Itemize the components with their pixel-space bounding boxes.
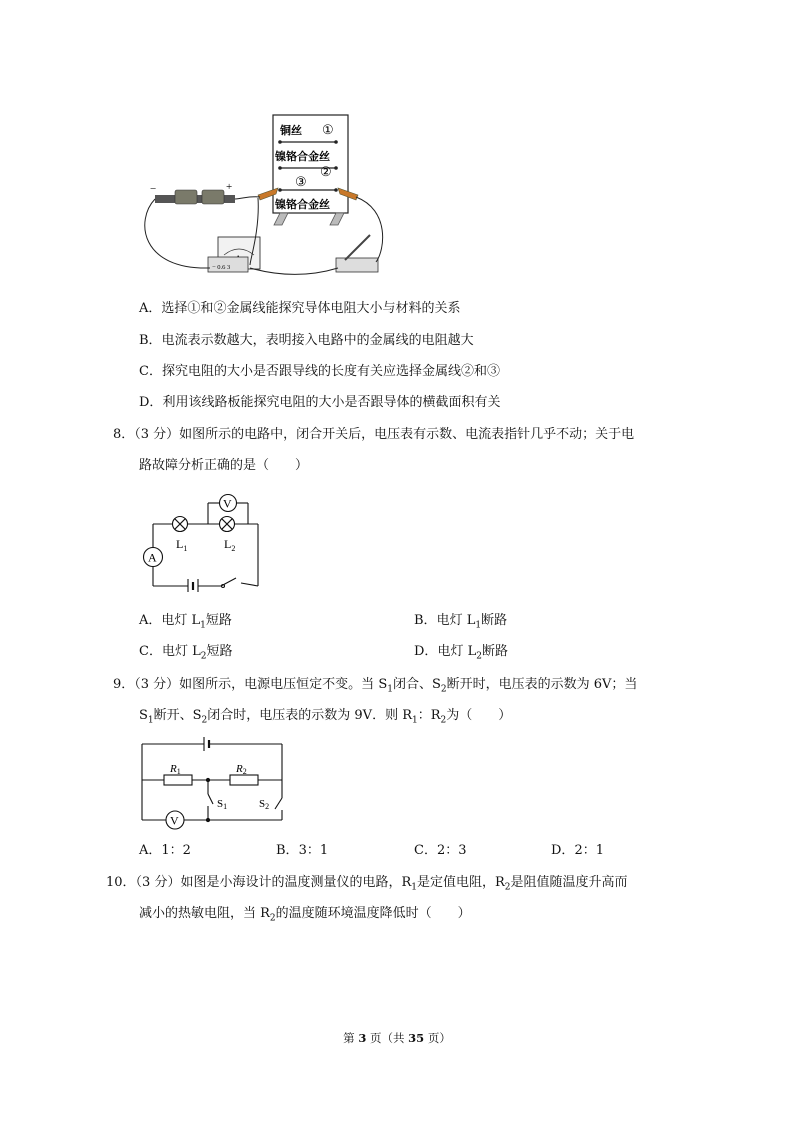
q9-option-b: B．3：1 bbox=[276, 843, 329, 858]
wire-1-mark: ① bbox=[322, 122, 334, 137]
q8-option-d: D．电灯 $L_2$断路 bbox=[414, 644, 508, 662]
q8-option-b: B．电灯 $L_1$断路 bbox=[414, 613, 508, 631]
q8-circuit-figure bbox=[136, 488, 266, 592]
current-page-number: 3 bbox=[358, 1031, 367, 1045]
total-pages: 35 bbox=[408, 1031, 425, 1045]
nichrome-label-top: 镍铬合金丝 bbox=[275, 151, 330, 163]
copper-wire-label: 铜丝 bbox=[280, 125, 302, 137]
q8-voltmeter-symbol: V bbox=[223, 496, 232, 511]
q9-voltmeter-symbol: V bbox=[170, 813, 179, 828]
q8-option-a: A．电灯 $L_1$短路 bbox=[139, 613, 232, 631]
page-footer: 第 3 页（共 35 页） bbox=[343, 1031, 451, 1045]
q8-option-c: C．电灯 $L_2$短路 bbox=[139, 644, 233, 662]
q8-stem-line1: 8．（3 分）如图所示的电路中，闭合开关后，电压表有示数、电流表指针几乎不动；关于电 bbox=[113, 427, 635, 442]
wire-3-mark: ③ bbox=[295, 174, 307, 189]
q9-s1-label: S1 bbox=[217, 798, 228, 811]
q8-lamp1-label: $L_1$ bbox=[176, 537, 188, 553]
q7-option-c: C．探究电阻的大小是否跟导线的长度有关应选择金属线②和③ bbox=[139, 364, 501, 379]
ammeter-scale: − 0.6 3 bbox=[212, 264, 231, 271]
battery-plus-label: + bbox=[226, 181, 233, 193]
wire-2-mark: ② bbox=[320, 164, 332, 179]
q9-r2-label: R2 bbox=[236, 763, 247, 776]
q9-option-d: D．2：1 bbox=[551, 843, 604, 858]
q9-option-a: A．1：2 bbox=[139, 843, 191, 858]
q10-stem-line1: 10．（3 分）如图是小海设计的温度测量仪的电路，$R_1$是定值电阻，$R_2$是阻值随温度升高而 bbox=[106, 875, 628, 893]
q8-stem-line2: 路故障分析正确的是（ ） bbox=[139, 458, 309, 473]
q7-apparatus-figure bbox=[140, 110, 400, 285]
q8-ammeter-symbol: A bbox=[148, 550, 157, 565]
q9-circuit-figure bbox=[136, 734, 288, 834]
q8-lamp2-label: $L_2$ bbox=[224, 537, 236, 553]
q7-option-b: B．电流表示数越大，表明接入电路中的金属线的电阻越大 bbox=[139, 333, 474, 348]
q9-option-c: C．2：3 bbox=[414, 843, 467, 858]
q9-s2-label: S2 bbox=[259, 798, 270, 811]
q7-option-d: D．利用该线路板能探究电阻的大小是否跟导体的横截面积有关 bbox=[139, 395, 501, 410]
battery-minus-label: − bbox=[150, 183, 157, 195]
q9-r1-label: R1 bbox=[170, 763, 181, 776]
q9-stem-line2: $S_1$断开、$S_2$闭合时，电压表的示数为 9V．则 $R_1$：$R_2$为（ ） bbox=[139, 708, 512, 726]
q7-option-a: A．选择①和②金属线能探究导体电阻大小与材料的关系 bbox=[139, 301, 461, 316]
q9-stem-line1: 9．（3 分）如图所示，电源电压恒定不变。当 $S_1$闭合、$S_2$断开时，电压表的示数为 6V；当 bbox=[113, 677, 638, 695]
q10-stem-line2: 减小的热敏电阻，当 $R_2$的温度随环境温度降低时（ ） bbox=[139, 906, 471, 924]
nichrome-label-bottom: 镍铬合金丝 bbox=[275, 199, 330, 211]
